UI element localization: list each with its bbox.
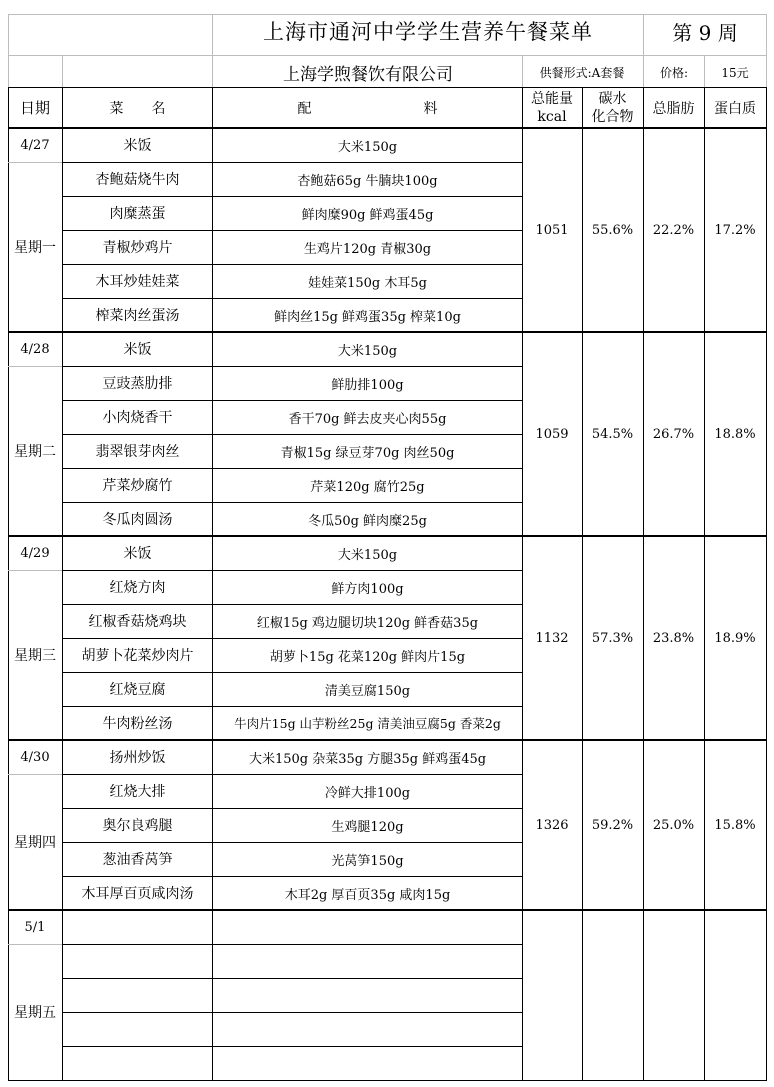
ingredients-cell: 冷鲜大排100g — [324, 785, 411, 801]
ingredients-cell: 大米150g — [337, 139, 398, 155]
ingredients-cell — [213, 978, 522, 1012]
date-cell: 5/1 — [24, 919, 46, 935]
dish-name: 牛肉粉丝汤 — [102, 716, 173, 732]
dish-name — [62, 1046, 213, 1080]
ingredients-cell: 鲜方肉100g — [331, 581, 404, 597]
dish-name: 杏鲍菇烧牛肉 — [95, 172, 180, 188]
dish-name — [62, 910, 213, 944]
supply-mode: 供餐形式:A套餐 — [539, 65, 625, 80]
protein-value: 18.8% — [714, 426, 756, 442]
dish-name: 榨菜肉丝蛋汤 — [95, 308, 180, 324]
carb-value: 57.3% — [591, 630, 634, 646]
energy-value: 1059 — [535, 426, 569, 442]
column-header-energy — [522, 88, 582, 127]
company-name: 上海学煦餐饮有限公司 — [283, 64, 453, 85]
dish-name: 木耳厚百页咸肉汤 — [81, 886, 194, 902]
column-header-dish: 菜 名 — [109, 100, 166, 117]
dish-name: 冬瓜肉圆汤 — [102, 512, 173, 528]
carb-value — [582, 910, 643, 1080]
ingredients-cell: 青椒15g 绿豆芽70g 肉丝50g — [280, 445, 455, 461]
dish-name: 胡萝卜花菜炒肉片 — [81, 648, 194, 664]
ingredients-cell: 冬瓜50g 鲜肉糜25g — [308, 513, 427, 529]
dish-name: 木耳炒娃娃菜 — [95, 274, 180, 290]
dish-name: 葱油香莴笋 — [102, 852, 173, 868]
column-header-protein: 蛋白质 — [714, 100, 756, 117]
ingredients-cell: 鲜肋排100g — [331, 377, 404, 393]
carb-label-line1: 碳水 — [598, 90, 627, 107]
page-title: 上海市通河中学学生营养午餐菜单 — [263, 20, 593, 44]
weekday-cell: 星期一 — [14, 240, 56, 256]
ingredients-cell: 大米150g — [337, 547, 398, 563]
dish-name: 米饭 — [123, 546, 152, 562]
fat-value: 22.2% — [652, 222, 695, 238]
ingredients-cell: 香干70g 鲜去皮夹心肉55g — [288, 411, 447, 427]
ingredients-cell — [213, 910, 522, 944]
ingredients-cell: 红椒15g 鸡边腿切块120g 鲜香菇35g — [256, 615, 479, 631]
dish-name: 米饭 — [123, 342, 152, 358]
dish-name: 扬州炒饭 — [109, 750, 166, 766]
ingredients-cell — [213, 1012, 522, 1046]
energy-value: 1132 — [535, 630, 569, 646]
protein-value: 18.9% — [714, 630, 756, 646]
date-cell: 4/28 — [20, 341, 50, 357]
ingredients-cell: 大米150g — [337, 343, 398, 359]
ingredients-cell: 大米150g 杂菜35g 方腿35g 鲜鸡蛋45g — [248, 751, 487, 767]
weekday-cell: 星期三 — [14, 648, 56, 664]
energy-value: 1326 — [535, 817, 569, 833]
dish-name — [62, 1012, 213, 1046]
weekday-cell: 星期二 — [14, 444, 56, 460]
carb-value: 59.2% — [591, 817, 634, 833]
dish-name: 奥尔良鸡腿 — [102, 818, 173, 834]
ingredients-cell: 清美豆腐150g — [324, 683, 411, 699]
weekday-cell: 星期四 — [14, 835, 56, 851]
column-header-fat: 总脂肪 — [652, 100, 695, 117]
dish-name: 肉糜蒸蛋 — [109, 206, 166, 222]
ingredients-cell: 胡萝卜15g 花菜120g 鲜肉片15g — [269, 649, 466, 665]
ingredients-cell — [213, 944, 522, 978]
ingredients-cell: 生鸡腿120g — [331, 819, 404, 835]
dish-name: 红烧大排 — [109, 784, 166, 800]
dish-name — [62, 944, 213, 978]
dish-name: 豆豉蒸肋排 — [102, 376, 173, 392]
energy-unit: kcal — [537, 108, 567, 125]
column-header-ingredients: 配 料 — [297, 100, 438, 117]
carb-value: 55.6% — [591, 222, 634, 238]
carb-label-line2: 化合物 — [591, 108, 634, 125]
fat-value — [643, 910, 704, 1080]
dish-name: 小肉烧香干 — [102, 410, 173, 426]
date-cell: 4/30 — [20, 749, 50, 765]
dish-name — [62, 978, 213, 1012]
ingredients-cell: 鲜肉丝15g 鲜鸡蛋35g 榨菜10g — [274, 309, 461, 325]
dish-name: 青椒炒鸡片 — [102, 240, 173, 256]
dish-name: 红烧方肉 — [109, 580, 166, 596]
fat-value: 23.8% — [652, 630, 695, 646]
protein-value — [704, 910, 766, 1080]
dish-name: 红烧豆腐 — [109, 682, 166, 698]
ingredients-cell: 牛肉片15g 山芋粉丝25g 清美油豆腐5g 香菜2g — [234, 716, 501, 731]
dish-name: 翡翠银芽肉丝 — [95, 444, 180, 460]
ingredients-cell: 光莴笋150g — [331, 853, 404, 869]
protein-value: 15.8% — [714, 817, 756, 833]
price-label: 价格: — [659, 65, 689, 80]
column-header-carb — [582, 88, 643, 127]
ingredients-cell — [213, 1046, 522, 1080]
date-cell: 4/29 — [20, 545, 50, 561]
ingredients-cell: 生鸡片120g 青椒30g — [303, 241, 432, 257]
dish-name: 红椒香菇烧鸡块 — [88, 614, 187, 630]
date-cell: 4/27 — [20, 137, 50, 153]
price-value: 15元 — [721, 65, 749, 80]
week-number: 第 9 周 — [672, 20, 738, 45]
carb-value: 54.5% — [591, 426, 634, 442]
fat-value: 25.0% — [652, 817, 695, 833]
fat-value: 26.7% — [652, 426, 695, 442]
energy-label: 总能量 — [531, 90, 573, 107]
weekday-cell: 星期五 — [14, 1005, 56, 1021]
protein-value: 17.2% — [714, 222, 756, 238]
energy-value — [522, 910, 582, 1080]
dish-name: 芹菜炒腐竹 — [102, 478, 173, 494]
column-header-date: 日期 — [19, 99, 50, 117]
energy-value: 1051 — [535, 222, 569, 238]
ingredients-cell: 木耳2g 厚百页35g 咸肉15g — [284, 887, 451, 903]
dish-name: 米饭 — [123, 138, 152, 154]
ingredients-cell: 鲜肉糜90g 鲜鸡蛋45g — [301, 207, 434, 223]
ingredients-cell: 芹菜120g 腐竹25g — [310, 479, 425, 495]
ingredients-cell: 娃娃菜150g 木耳5g — [308, 275, 427, 291]
ingredients-cell: 杏鲍菇65g 牛腩块100g — [297, 173, 438, 189]
